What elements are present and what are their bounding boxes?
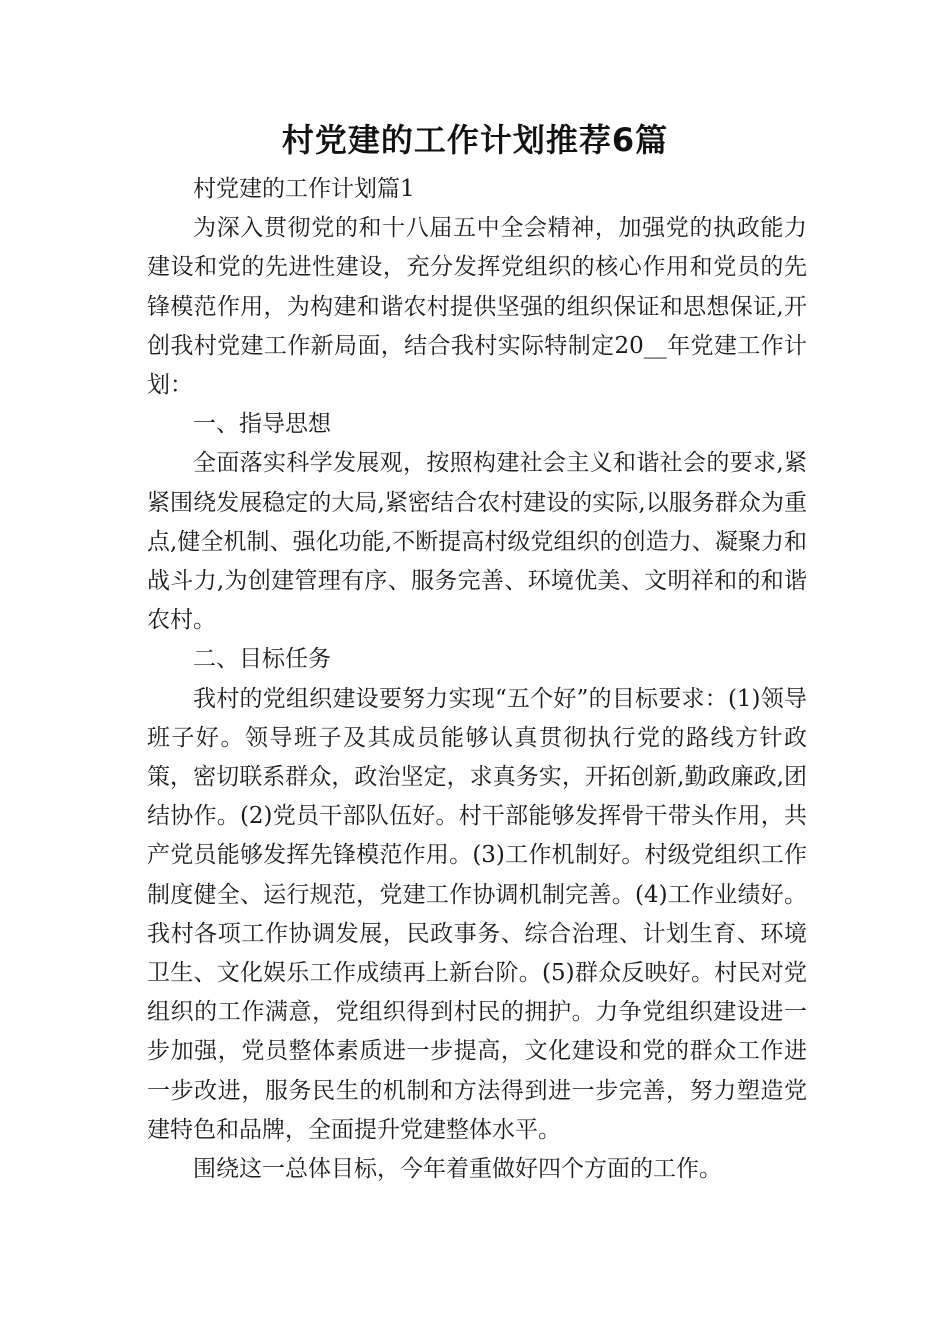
intro-paragraph: 为深入贯彻党的和十八届五中全会精神，加强党的执政能力建设和党的先进性建设，充分发挥党组织的核心作用和党员的先锋模范作用，为构建和谐农村提供坚强的组织保证和思想保证,开创我村党建工作新局面，结合我村实际特制定20__年党建工作计划： (147, 215, 807, 399)
section-heading: 村党建的工作计划篇1 (193, 176, 415, 202)
document-title: 村党建的工作计划推荐6篇 (281, 121, 669, 159)
goals-heading: 二、目标任务 (193, 646, 331, 673)
guiding-thought-paragraph: 全面落实科学发展观，按照构建社会主义和谐社会的要求,紧紧围绕发展稳定的大局,紧密结合农村建设的实际,以服务群众为重点,健全机制、强化功能,不断提高村级党组织的创造力、凝聚力和战斗力,为创建管理有序、服务完善、环境优美、文明祥和的和谐农村。 (147, 450, 807, 634)
guiding-thought-heading: 一、指导思想 (193, 411, 331, 438)
document-body (147, 170, 807, 1189)
closing-paragraph: 围绕这一总体目标，今年着重做好四个方面的工作。 (193, 1156, 722, 1183)
goals-paragraph: 我村的党组织建设要努力实现“五个好”的目标要求：(1)领导班子好。领导班子及其成员能够认真贯彻执行党的路线方针政策，密切联系群众，政治坚定，求真务实，开拓创新,勤政廉政,团结协作。(2)党员干部队伍好。村干部能够发挥骨干带头作用，共产党员能够发挥先锋模范作用。(3)工作机制好。村级党组织工作制度健全、运行规范，党建工作协调机制完善。(4)工作业绩好。我村各项工作协调发展，民政事务、综合治理、计划生育、环境卫生、文化娱乐工作成绩再上新台阶。(5)群众反映好。村民对党组织的工作满意，党组织得到村民的拥护。力争党组织建设进一步加强，党员整体素质进一步提高，文化建设和党的群众工作进一步改进，服务民生的机制和方法得到进一步完善，努力塑造党建特色和品牌，全面提升党建整体水平。 (147, 685, 807, 1143)
